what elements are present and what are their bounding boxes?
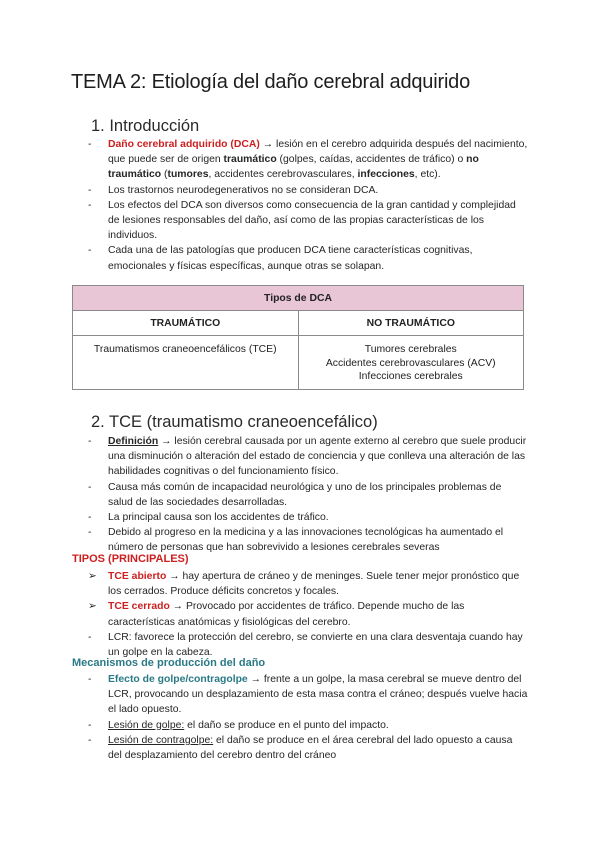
list-item: ➢ TCE abierto → hay apertura de cráneo y de meninges. Suele tener mejor pronóstico que los cerrados. Produce déficits concretos y focales. bbox=[88, 571, 520, 598]
list-item: - Los trastornos neurodegenerativos no se consideran DCA. bbox=[88, 183, 528, 198]
list-item: - Efecto de golpe/contragolpe → frente a un golpe, la masa cerebral se mueve dentro del LCR, provocando un desplazamiento de esta masa contra el cráneo; después vuelve hacia el lado opuesto. bbox=[88, 674, 528, 716]
column-header-no-traumatico: NO TRAUMÁTICO bbox=[298, 311, 524, 336]
dash-marker: - bbox=[88, 512, 92, 524]
list-item: - Definición → lesión cerebral causada por un agente externo al cerebro que suele producir una disminución o alteración del estado de conciencia y que conlleva una alteración de las habilidades cognitivas o del funcionamiento físico. bbox=[88, 436, 527, 478]
term-tce-cerrado: TCE cerrado bbox=[108, 601, 170, 613]
intro-bullet-list bbox=[88, 137, 528, 274]
list-item: - Causa más común de incapacidad neurológica y uno de los principales problemas de salud de las sociedades desarrolladas. bbox=[88, 481, 502, 508]
list-item: - Daño cerebral adquirido (DCA) → lesión en el cerebro adquirida después del nacimiento, que puede ser de origen traumático (golpes, caídas, accidentes de tráfico) o no traumático (tumores, accidentes cerebrovasculares, infecciones, etc). bbox=[88, 139, 528, 181]
table-cell-no-traumatico bbox=[298, 336, 524, 390]
list-item: ➢ TCE cerrado → Provocado por accidentes de tráfico. Depende mucho de las características anatómicas y fisiológicas del cerebro. bbox=[88, 601, 465, 628]
list-item: - Lesión de contragolpe: el daño se produce en el área cerebral del lado opuesto a causa del desplazamiento del cerebro dentro del cráneo bbox=[88, 734, 513, 762]
dash-marker: - bbox=[88, 139, 92, 150]
tipos-dca-table bbox=[72, 285, 524, 390]
arrow-marker: ➢ bbox=[88, 571, 97, 582]
mecanismos-heading: Mecanismos de producción del daño bbox=[72, 657, 266, 669]
tipos-list bbox=[88, 569, 528, 660]
table-cell-line: Infecciones cerebrales bbox=[358, 371, 463, 382]
dash-marker: - bbox=[88, 719, 92, 731]
table-cell-traumatico bbox=[73, 336, 299, 390]
term-dca: Daño cerebral adquirido (DCA) bbox=[108, 139, 260, 150]
table-cell-line: Tumores cerebrales bbox=[364, 344, 457, 355]
dash-marker: - bbox=[88, 674, 92, 685]
document-title: TEMA 2: Etiología del daño cerebral adquirido bbox=[71, 71, 471, 93]
tce-bullet-list bbox=[88, 434, 528, 556]
arrow-marker: ➢ bbox=[88, 601, 97, 613]
term-tce-abierto: TCE abierto bbox=[108, 571, 167, 582]
column-header-traumatico: TRAUMÁTICO bbox=[73, 311, 299, 336]
mecanismos-list bbox=[88, 672, 528, 763]
list-item: - LCR: favorece la protección del cerebro, se convierte en una clara desventaja cuando hay un golpe en la cabeza. bbox=[88, 631, 523, 659]
dash-marker: - bbox=[88, 527, 92, 539]
tipos-heading: TIPOS (PRINCIPALES) bbox=[72, 553, 189, 565]
list-item: - La principal causa son los accidentes de tráfico. bbox=[88, 510, 528, 525]
dash-marker: - bbox=[88, 199, 92, 211]
list-item: - Los efectos del DCA son diversos como consecuencia de la gran cantidad y complejidad de lesiones responsables del daño, así como de las propias características de los individuos. bbox=[88, 199, 516, 242]
table-caption: Tipos de DCA bbox=[73, 286, 524, 311]
section-heading-introduccion: 1. Introducción bbox=[91, 117, 200, 135]
section-heading-tce: 2. TCE (traumatismo craneoencefálico) bbox=[91, 413, 378, 431]
term-golpe-contragolpe: Efecto de golpe/contragolpe bbox=[108, 674, 248, 685]
dash-marker: - bbox=[88, 184, 92, 196]
dash-marker: - bbox=[88, 436, 92, 447]
table-cell-line: Traumatismos craneoencefálicos (TCE) bbox=[93, 344, 277, 355]
dash-marker: - bbox=[88, 481, 92, 493]
term-lesion-contragolpe: Lesión de contragolpe: bbox=[108, 734, 214, 746]
dash-marker: - bbox=[88, 245, 92, 257]
dash-marker: - bbox=[88, 734, 92, 746]
list-item: - Cada una de las patologías que producen DCA tiene características cognitivas, emocionales y físicas específicas, aunque otras se solapan. bbox=[88, 245, 473, 272]
list-item: - Lesión de golpe: el daño se produce en el punto del impacto. bbox=[88, 718, 528, 733]
term-definicion: Definición bbox=[108, 436, 159, 447]
table-cell-line: Accidentes cerebrovasculares (ACV) bbox=[325, 357, 496, 369]
list-item: - Debido al progreso en la medicina y a las innovaciones tecnológicas ha aumentado el número de personas que han sobrevivido a lesiones cerebrales severas bbox=[88, 527, 504, 554]
term-lesion-golpe: Lesión de golpe: bbox=[108, 719, 185, 731]
dash-marker: - bbox=[88, 631, 92, 643]
